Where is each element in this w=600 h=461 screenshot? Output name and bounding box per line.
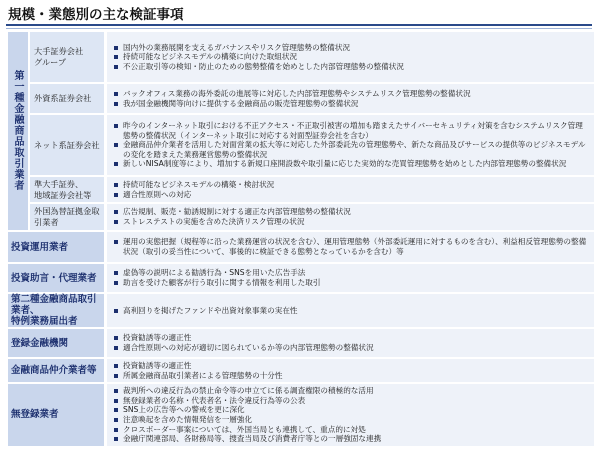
item-list xyxy=(107,180,588,199)
item-list xyxy=(107,333,588,352)
table-row xyxy=(6,177,594,202)
table-row xyxy=(6,359,594,382)
list-item: SNS上の広告等への警戒を更に深化 xyxy=(123,405,588,415)
table-row xyxy=(6,115,594,175)
table-row xyxy=(6,232,594,262)
category-label: 投資運用業者 xyxy=(6,232,104,262)
items-cell xyxy=(104,329,594,357)
page-title: 規模・業態別の主な検証事項 xyxy=(6,4,592,26)
list-item: 虚偽等の説明による勧誘行為・SNSを用いた広告手法 xyxy=(123,268,588,278)
table-row xyxy=(6,264,594,292)
list-item: 広告規制、販売・勧誘規制に対する適正な内部管理態勢の整備状況 xyxy=(123,207,588,217)
list-item: 適合性原則への対応が適切に図られているか等の内部管理態勢の整備状況 xyxy=(123,343,588,353)
list-item: 我が国金融機関等向けに提供する金融商品の販売管理態勢の整備状況 xyxy=(123,99,588,109)
item-list xyxy=(107,121,588,169)
table-row xyxy=(6,384,594,446)
items-cell xyxy=(104,384,594,446)
items-cell xyxy=(104,264,594,292)
items-cell xyxy=(104,84,594,113)
table-row xyxy=(6,329,594,357)
items-cell xyxy=(104,115,594,175)
list-item: 無登録業者の名称・代表者名・法令違反行為等の公表 xyxy=(123,396,588,406)
table-row xyxy=(6,294,594,327)
items-cell xyxy=(104,177,594,202)
category-label: 投資助言・代理業者 xyxy=(6,264,104,292)
list-item: 持続可能なビジネスモデルの構築に向けた取組状況 xyxy=(123,52,588,62)
verification-table xyxy=(6,30,594,448)
subcategory-label: 外国為替証拠金取 引業者 xyxy=(28,204,104,230)
list-item: 金融庁関連部局、各財務局等、捜査当局及び消費者庁等との一層強固な連携 xyxy=(123,434,588,444)
list-item: 注意喚起を含めた情報発信を一層強化 xyxy=(123,415,588,425)
subcategory-label: ネット系証券会社 xyxy=(28,115,104,175)
category-label: 金融商品仲介業者等 xyxy=(6,359,104,382)
item-list xyxy=(107,237,588,256)
list-item: 裁判所への違反行為の禁止命令等の申立てに係る調査権限の積極的な活用 xyxy=(123,386,588,396)
item-list xyxy=(107,386,588,444)
table-row xyxy=(6,84,594,113)
items-cell xyxy=(104,204,594,230)
item-list xyxy=(107,268,588,287)
list-item: 昨今のインターネット取引における不正アクセス・不正取引被害の増加も踏まえたサイバーセキュリティ対策を含むシステムリスク管理態勢の整備状況（インターネット取引に対応する対面型証券会社を含む） xyxy=(123,121,588,140)
table-row xyxy=(6,32,594,82)
items-cell xyxy=(104,32,594,82)
list-item: バックオフィス業務の海外委託の進展等に対応した内部管理態勢やシステムリスク管理態勢の整備状況 xyxy=(123,89,588,99)
items-cell xyxy=(104,294,594,327)
list-item: クロスボーダー事案については、外国当局とも連携して、重点的に対処 xyxy=(123,425,588,435)
list-item: 助言を受けた顧客が行う取引に関する情報を利用した取引 xyxy=(123,278,588,288)
item-list xyxy=(107,306,588,316)
category-label: 登録金融機関 xyxy=(6,329,104,357)
list-item: 運用の実態把握（規程等に沿った業務運営の状況を含む）、運用管理態勢（外部委託運用に対するものを含む）、利益相反管理態勢の整備状況（取引の妥当性について、事後的に検証できる態勢となっているかを含む）等 xyxy=(123,237,587,256)
list-item: 投資勧誘等の適正性 xyxy=(123,361,588,371)
subcategory-label: 大手証券会社 グループ xyxy=(28,32,104,82)
list-item: 所属金融商品取引業者による管理態勢の十分性 xyxy=(123,371,588,381)
items-cell xyxy=(104,232,594,262)
list-item: 不公正取引等の検知・防止のための態勢整備を始めとした内部管理態勢の整備状況 xyxy=(123,62,588,72)
list-item: ストレステストの実施を含めた決済リスク管理の状況 xyxy=(123,217,588,227)
category-label: 第二種金融商品取引業者、 特例業務届出者 xyxy=(6,294,104,327)
table-row xyxy=(6,204,594,230)
list-item: 投資勧誘等の適正性 xyxy=(123,333,588,343)
list-item: 国内外の業務展開を支えるガバナンスやリスク管理態勢の整備状況 xyxy=(123,43,588,53)
item-list xyxy=(107,361,588,380)
item-list xyxy=(107,89,588,108)
subcategory-label: 準大手証券、 地域証券会社等 xyxy=(28,177,104,202)
items-cell xyxy=(104,359,594,382)
item-list xyxy=(107,43,588,72)
subcategory-label: 外資系証券会社 xyxy=(28,84,104,113)
list-item: 新しいNISA制度等により、増加する新規口座開設数や取引量に応じた実効的な売買管理態勢を始めとした内部管理態勢の整備状況 xyxy=(123,159,588,169)
category-first-type: 第一種金融商品取引業者 xyxy=(6,32,28,230)
list-item: 持続可能なビジネスモデルの構築・検討状況 xyxy=(123,180,588,190)
category-label: 無登録業者 xyxy=(6,384,104,446)
list-item: 適合性原則への対応 xyxy=(123,190,588,200)
item-list xyxy=(107,207,588,226)
list-item: 高利回りを掲げたファンドや出資対象事業の実在性 xyxy=(123,306,588,316)
list-item: 金融商品仲介業者を活用した対面営業の拡大等に対応した外部委託先の管理態勢や、新たな商品及びサービスの提供等のビジネスモデルの変化を踏まえた業務運営態勢の整備状況 xyxy=(123,140,588,159)
